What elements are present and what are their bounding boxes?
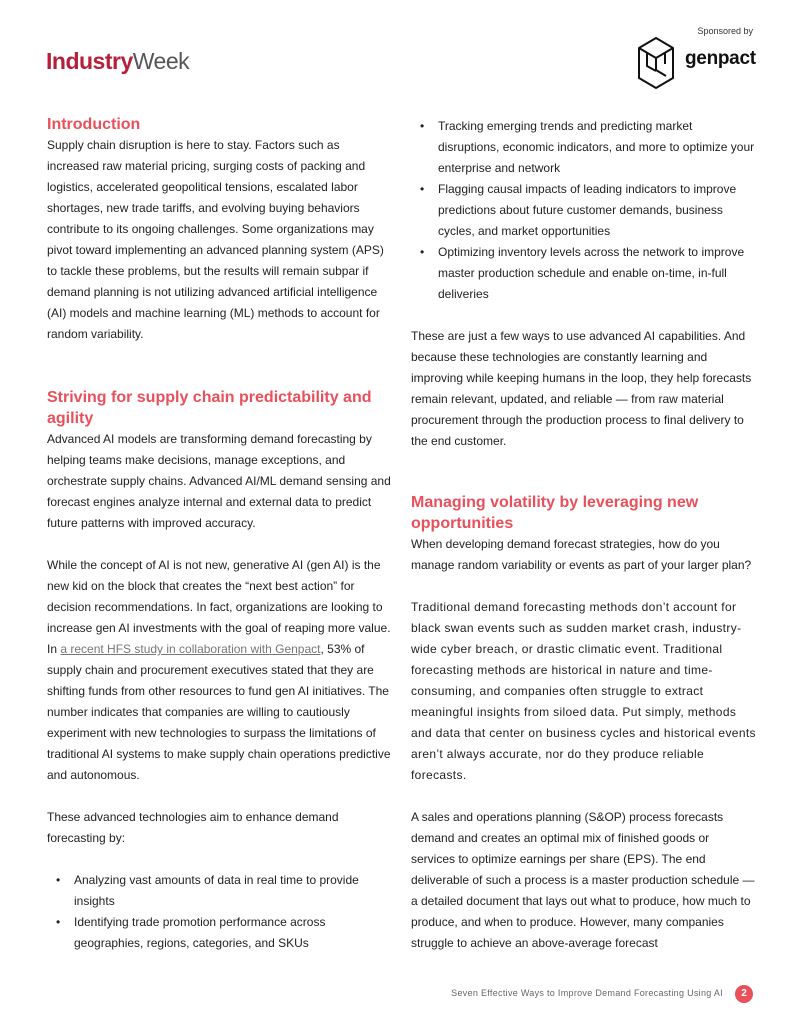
logo-bold-text: Industry xyxy=(46,48,133,74)
bullet-dot-icon: • xyxy=(420,182,425,196)
sponsor-logo[interactable] xyxy=(636,36,756,90)
bullet-dot-icon: • xyxy=(420,119,425,133)
list-item xyxy=(47,870,392,912)
footer-title: Seven Effective Ways to Improve Demand Forecasting Using AI xyxy=(451,988,723,998)
aim-paragraph: These advanced technologies aim to enhance demand forecasting by: xyxy=(47,810,339,845)
genai-text-after: , 53% of supply chain and procurement executives stated that they are shifting funds from other resources to fund gen AI initiatives. The number indicates that companies are willing to cautiously experiment with new technologies to surpass the limitations of traditional AI systems to make supply chain operations predictive and autonomous. xyxy=(47,642,391,782)
few-ways-paragraph: These are just a few ways to use advanced AI capabilities. And because these technologies are constantly learning and improving while keeping humans in the loop, they help forecasts remain relevant, updated, and reliable — from raw material procurement through the production process to final delivery to the end customer. xyxy=(411,329,752,448)
introduction-paragraph: Supply chain disruption is here to stay. Factors such as increased raw material pricing, surging costs of packing and logistics, accelerated geopolitical tensions, escalated labor shortages, new trade tariffs, and evolving buying behaviors contribute to its ongoing challenges. Some organizations may pivot toward implementing an advanced planning system (APS) to tackle these problems, but the results will remain subpar if demand planning is not utilizing advanced artificial intelligence (AI) models and machine learning (ML) methods to account for random variability. xyxy=(47,138,384,341)
page-number-badge: 2 xyxy=(735,985,753,1003)
list-item-text: Tracking emerging trends and predicting market disruptions, economic indicators, and more to optimize your enterprise and network xyxy=(438,119,755,175)
right-bullet-list xyxy=(411,116,756,305)
sponsor-name: genpact xyxy=(685,48,756,69)
hfs-study-link[interactable]: a recent HFS study in collaboration with Genpact xyxy=(60,642,321,656)
bullet-dot-icon: • xyxy=(420,245,425,259)
industryweek-logo[interactable] xyxy=(46,46,191,76)
sponsor-label: Sponsored by xyxy=(697,26,753,36)
list-item xyxy=(47,912,392,954)
left-column xyxy=(47,114,392,954)
list-item-text: Optimizing inventory levels across the network to improve master production schedule and enable on-time, in-full deliveries xyxy=(438,245,745,301)
bullet-dot-icon: • xyxy=(56,873,61,887)
list-item-text: Flagging causal impacts of leading indicators to improve predictions about future customer demands, business cycles, and market opportunities xyxy=(438,182,737,238)
traditional-paragraph: Traditional demand forecasting methods don’t account for black swan events such as sudden market crash, industry-wide cyber breach, or drastic climatic event. Traditional forecasting methods are historical in nature and time-consuming, and companies often struggle to extract meaningful insights from siloed data. Put simply, methods and data that center on business cycles and historical events aren’t always accurate, nor do they produce reliable forecasts. xyxy=(411,600,756,782)
list-item-text: Analyzing vast amounts of data in real time to provide insights xyxy=(74,873,359,908)
striving-heading: Striving for supply chain predictability and agility xyxy=(47,389,372,427)
logo-mark: . xyxy=(189,57,191,64)
genpact-hexagon-logo-icon xyxy=(636,36,676,90)
genai-paragraph xyxy=(47,555,392,786)
right-column xyxy=(411,114,756,954)
logo-light-text: Week xyxy=(132,48,190,74)
list-item xyxy=(411,179,756,242)
introduction-heading: Introduction xyxy=(47,116,141,133)
volatility-paragraph: When developing demand forecast strategies, how do you manage random variability or events as part of your larger plan? xyxy=(411,537,752,572)
volatility-heading: Managing volatility by leveraging new opportunities xyxy=(411,494,699,532)
list-item xyxy=(411,242,756,305)
striving-paragraph: Advanced AI models are transforming demand forecasting by helping teams make decisions, manage exceptions, and orchestrate supply chains. Advanced AI/ML demand sensing and forecast engines analyze internal and external data to predict future patterns with improved accuracy. xyxy=(47,432,391,530)
left-bullet-list xyxy=(47,870,392,954)
bullet-dot-icon: • xyxy=(56,915,61,929)
genai-text-before: While the concept of AI is not new, generative AI (gen AI) is the new kid on the block that creates the “next best action” for decision recommendations. In fact, organizations are looking to increase gen AI investments with the goal of reaping more value. In xyxy=(47,558,391,656)
list-item xyxy=(411,116,756,179)
sop-paragraph: A sales and operations planning (S&OP) process forecasts demand and creates an optimal mix of finished goods or services to optimize earnings per share (EPS). The end deliverable of such a process is a master production schedule — a detailed document that lays out what to produce, how much to produce, and when to produce. However, many companies struggle to achieve an above-average forecast xyxy=(411,810,755,950)
list-item-text: Identifying trade promotion performance across geographies, regions, categories, and SKUs xyxy=(74,915,326,950)
